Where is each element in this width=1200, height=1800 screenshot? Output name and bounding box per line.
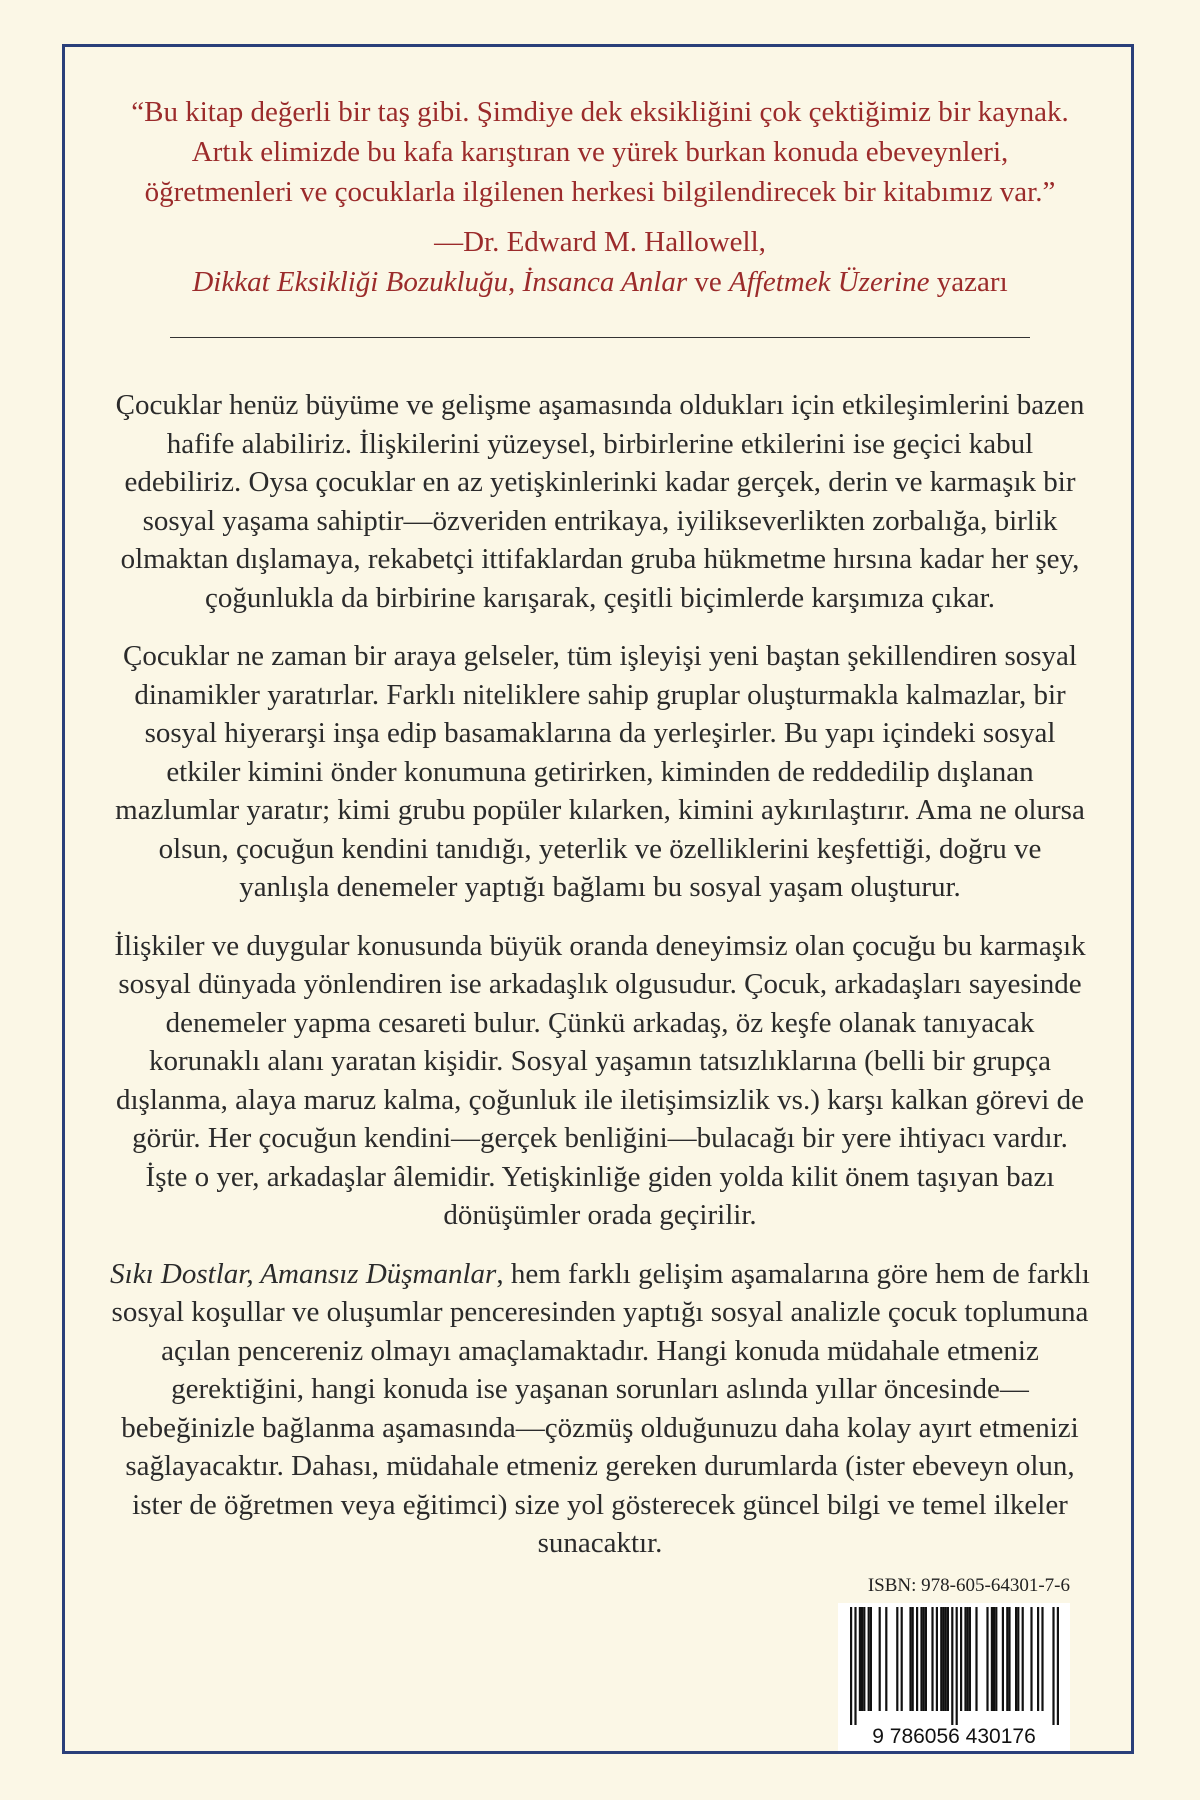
barcode-bar [1037, 1607, 1039, 1711]
barcode-bar [964, 1607, 966, 1711]
barcode-bar [1022, 1607, 1024, 1711]
barcode-bar [920, 1607, 922, 1711]
barcode-bar [923, 1607, 925, 1711]
work-title-2: İnsanca Anlar [522, 266, 688, 298]
barcode-bar [951, 1607, 953, 1725]
barcode-bar [969, 1607, 971, 1711]
works-suffix: yazarı [929, 266, 1008, 298]
barcode-bar [868, 1607, 870, 1711]
barcode-bar [993, 1607, 995, 1711]
barcode-bar [940, 1607, 942, 1711]
barcode-bar [1052, 1607, 1054, 1725]
barcode-bar [956, 1607, 958, 1725]
barcode-bar [854, 1607, 856, 1725]
barcode-bar [896, 1607, 898, 1711]
barcode-bar [861, 1607, 863, 1711]
blurb-paragraph-1: Çocuklar henüz büyüme ve gelişme aşamasında oldukları için etkileşimlerini bazen hafife alabiliriz. İlişkilerini yüzeysel, birbirlerine etkilerini ise geçici kabul edebiliriz. Oysa çocuklar en az yetişkinlerinki kadar gerçek, derin ve karmaşık bir sosyal yaşama sahiptir—özveriden entrikaya, iyilikseverlikten zorbalığa, birlik olmaktan dışlamaya, rekabetçi ittifaklardan gruba hükmetme hırsına kadar her şey, çoğunlukla da birbirine karışarak, çeşitli biçimlerde karşımıza çıkar. [115, 389, 1085, 614]
blurb-paragraph-2: Çocuklar ne zaman bir araya gelseler, tüm işleyişi yeni baştan şekillendiren sosyal dinamikler yaratırlar. Farklı niteliklere sahip gruplar oluşturmakla kalmazlar, bir sosyal hiyerarşi inşa edip basamaklarına da yerleşirler. Bu yapı içindeki sosyal etkiler kimini önder konumuna getirirken, kiminden de reddedilip dışlanan mazlumlar yaratır; kimi grubu popüler kılarken, kimini aykırılaştırır. Ama ne olursa olsun, çocuğun kendini tanıdığı, yeterlik ve özelliklerini keşfettiği, doğru ve yanlışla denemeler yaptığı bağlamı bu sosyal yaşam oluşturur. [115, 640, 1085, 903]
barcode-bar [967, 1607, 969, 1711]
blurb-paragraph-3: İlişkiler ve duygular konusunda büyük oranda deneyimsiz olan çocuğu bu karmaşık sosyal dünyada yönlendiren ise arkadaşlık olgusudur. Çocuk, arkadaşları sayesinde denemeler yapma cesareti bulur. Çünkü arkadaş, öz keşfe olanak tanıyacak korunaklı alanı yaratan kişidir. Sosyal yaşamın tatsızlıklarına (belli bir grupça dışlanma, alaya maruz kalma, çoğunluk ile iletişimsizlik vs.) karşı kalkan görevi de görür. Her çocuğun kendini—gerçek benliğini—bulacağı bir yere ihtiyacı vardır. İşte o yer, arkadaşlar âlemidir. Yetişkinliğe giden yolda kilit önem taşıyan bazı dönüşümler orada geçirilir. [114, 929, 1086, 1231]
barcode-bar [975, 1607, 977, 1711]
blurb-body [110, 386, 1090, 1583]
barcode-bar [859, 1607, 861, 1711]
barcode-bar [870, 1607, 872, 1711]
barcode-image [838, 1603, 1070, 1751]
barcode-bar [863, 1607, 865, 1711]
barcode-bar [931, 1607, 933, 1711]
barcode-bar [850, 1607, 852, 1725]
barcode-bar [1008, 1607, 1010, 1711]
quote-author: —Dr. Edward M. Hallowell, [434, 226, 766, 258]
barcode-bar [1017, 1607, 1019, 1711]
barcode-bar [942, 1607, 944, 1711]
barcode-bar [912, 1607, 914, 1711]
work-separator-1: , [508, 266, 523, 298]
isbn-label: ISBN: 978-605-64301-7-6 [867, 1575, 1070, 1596]
barcode-bar [916, 1607, 918, 1711]
author-works [120, 262, 1080, 302]
blurb-paragraph-4 [110, 1255, 1090, 1563]
barcode-bar [1002, 1607, 1004, 1711]
barcode-bar [936, 1607, 938, 1711]
quote-text: “Bu kitap değerli bir taş gibi. Şimdiye dek eksikliğini çok çektiğimiz bir kaynak. Artık elimizde bu kafa karıştıran ve yürek burkan konuda ebeveynleri, öğretmenleri ve çocuklarla ilgilenen herkesi bilgilendirecek bir kitabımız var.” [131, 96, 1069, 208]
work-separator-2: ve [687, 266, 730, 298]
barcode-bar [1057, 1607, 1059, 1725]
divider-line [170, 337, 1030, 338]
barcode-bar [925, 1607, 927, 1711]
barcode-bar [879, 1607, 881, 1711]
barcode-bar [945, 1607, 947, 1711]
barcode-bar [909, 1607, 911, 1711]
barcode-digits: 9 786056 430176 [872, 1725, 1036, 1748]
barcode-bar [960, 1607, 962, 1711]
barcode-bar [995, 1607, 997, 1711]
isbn-barcode-block [838, 1575, 1070, 1751]
barcode-bar [986, 1607, 988, 1711]
endorsement-quote [120, 92, 1080, 212]
barcode-bar [1006, 1607, 1008, 1711]
barcode-bar [1015, 1607, 1017, 1711]
work-title-3: Affetmek Üzerine [729, 266, 930, 298]
barcode-bar [1041, 1607, 1043, 1711]
book-title: Sıkı Dostlar, Amansız Düşmanlar [110, 1257, 497, 1290]
quote-attribution [120, 222, 1080, 302]
work-title-1: Dikkat Eksikliği Bozukluğu [192, 266, 509, 298]
barcode-bar [991, 1607, 993, 1711]
barcode-bar [885, 1607, 887, 1711]
barcode-bar [1030, 1607, 1032, 1711]
barcode-bar [901, 1607, 903, 1711]
blurb-paragraph-4-text: , hem farklı gelişim aşamalarına göre hem de farklı sosyal koşullar ve oluşumlar penceresinden yaptığı sosyal analizle çocuk toplumuna açılan pencereniz olmayı amaçlamaktadır. Hangi konuda müdahale etmeniz gerektiğini, hangi konuda ise yaşanan sorunları aslında yıllar öncesinde—bebeğinizle bağlanma aşamasında—çözmüş olduğunuzu daha kolay ayırt etmenizi sağlayacaktır. Dahası, müdahale etmeniz gereken durumlarda (ister ebeveyn olun, ister de öğretmen veya eğitimci) size yol gösterecek güncel bilgi ve temel ilkeler sunacaktır. [111, 1257, 1090, 1559]
barcode-bars [850, 1607, 1059, 1725]
barcode-bar [947, 1607, 949, 1711]
